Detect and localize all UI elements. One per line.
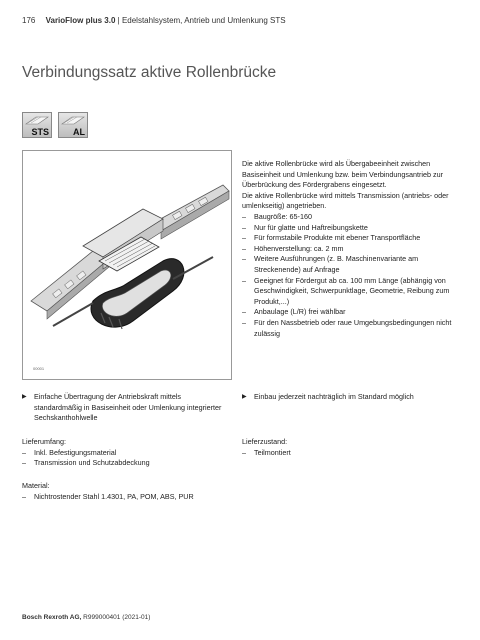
list-item: – Nichtrostender Stahl 1.4301, PA, POM, ABS, PUR bbox=[22, 492, 242, 503]
badge-sts bbox=[22, 112, 52, 138]
description-paragraph: Die aktive Rollenbrücke wird mittels Transmission (antriebs- oder umlenkseitig) angetrieben. bbox=[242, 190, 449, 211]
page-title: Verbindungssatz aktive Rollenbrücke bbox=[22, 64, 277, 81]
page-footer bbox=[22, 614, 150, 621]
header-subtitle: Edelstahlsystem, Antrieb und Umlenkung STS bbox=[121, 16, 286, 25]
scope-label: Lieferumfang: bbox=[22, 437, 66, 446]
spec-list bbox=[242, 212, 466, 339]
company-name: Bosch Rexroth AG, bbox=[22, 614, 82, 621]
list-item: – Für den Nassbetrieb oder raue Umgebungsbedingungen nicht zulässig bbox=[242, 318, 466, 339]
list-item: – Transmission und Schutzabdeckung bbox=[22, 458, 222, 469]
delivery-label: Lieferzustand: bbox=[242, 437, 288, 446]
list-item: – Geeignet für Fördergut ab ca. 100 mm Länge (abhängig von Geschwindigkeit, Schwerpunktlage, Geometrie, Reibung zum Produkt,...) bbox=[242, 276, 466, 308]
system-badges bbox=[22, 112, 88, 138]
list-item: – Höhenverstellung: ca. 2 mm bbox=[242, 244, 466, 255]
product-brand: VarioFlow plus 3.0 bbox=[45, 16, 116, 25]
badge-label: STS bbox=[31, 127, 49, 137]
feature-left: ▶ Einfache Übertragung der Antriebskraft mittels standardmäßig in Basiseinheit oder Umlenkung integrierter Sechskanthohlwelle bbox=[22, 392, 230, 424]
conveyor-icon bbox=[24, 114, 50, 128]
feature-right: ▶ Einbau jederzeit nachträglich im Standard möglich bbox=[242, 392, 478, 403]
figure-number: 00001 bbox=[33, 366, 45, 371]
list-item: – Baugröße: 65-160 bbox=[242, 212, 466, 223]
header-separator: | bbox=[117, 16, 120, 25]
badge-label: AL bbox=[73, 127, 85, 137]
list-item: – Inkl. Befestigungsmaterial bbox=[22, 448, 222, 459]
list-item: – Für formstabile Produkte mit ebener Transportfläche bbox=[242, 233, 466, 244]
list-item: – Anbaulage (L/R) frei wählbar bbox=[242, 307, 466, 318]
material bbox=[22, 481, 242, 502]
list-item: – Weitere Ausführungen (z. B. Maschinenvariante am Streckenende) auf Anfrage bbox=[242, 254, 466, 275]
description-paragraph: Die aktive Rollenbrücke wird als Übergabeeinheit zwischen Basiseinheit und Umlenkung bzw. beim Verbindungsantrieb zur Überbrückung des Fördergrabens eingesetzt. bbox=[242, 159, 443, 190]
list-item: – Nur für glatte und Haftreibungskette bbox=[242, 223, 466, 234]
material-label: Material: bbox=[22, 481, 50, 490]
page-header bbox=[22, 16, 286, 25]
list-item: – Teilmontiert bbox=[242, 448, 442, 459]
badge-al bbox=[58, 112, 88, 138]
document-number: R999000401 (2021-01) bbox=[83, 614, 151, 621]
description bbox=[242, 159, 466, 339]
delivery-state bbox=[242, 437, 442, 458]
scope-of-delivery bbox=[22, 437, 222, 469]
roller-bridge-illustration bbox=[23, 151, 231, 379]
page-number: 176 bbox=[22, 16, 36, 25]
product-figure bbox=[22, 150, 232, 380]
conveyor-icon bbox=[60, 114, 86, 128]
